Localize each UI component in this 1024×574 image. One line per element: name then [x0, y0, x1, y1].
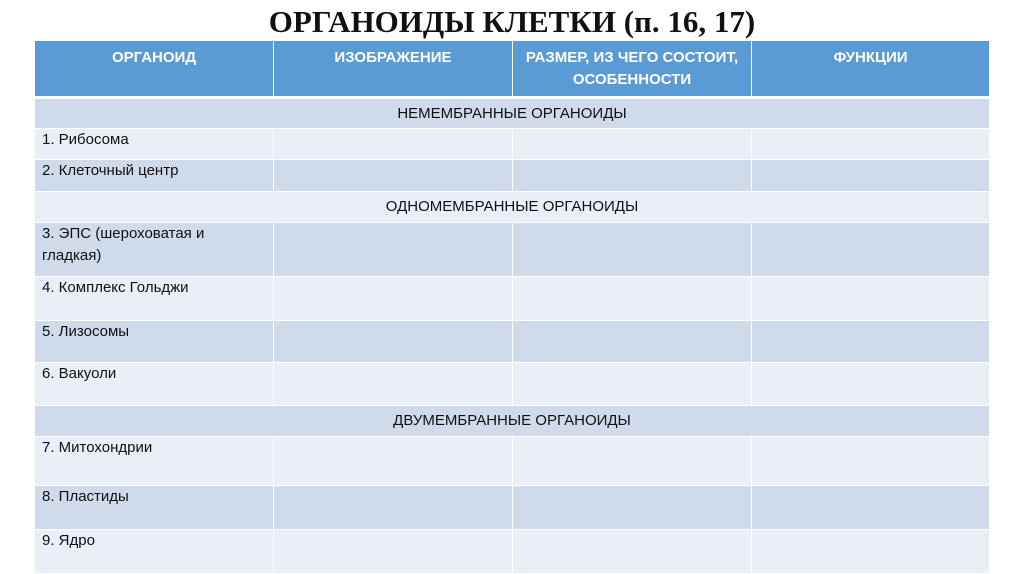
organoid-name: 9. Ядро: [35, 530, 274, 574]
size-cell: [513, 277, 752, 321]
image-cell: [274, 530, 513, 574]
table-row: [35, 486, 990, 530]
size-cell: [513, 530, 752, 574]
section-singlemembrane: ОДНОМЕМБРАННЫЕ ОРГАНОИДЫ: [35, 192, 990, 223]
functions-cell: [752, 437, 990, 486]
section-row: [35, 406, 990, 437]
image-cell: [274, 223, 513, 277]
section-doublemembrane: ДВУМЕМБРАННЫЕ ОРГАНОИДЫ: [35, 406, 990, 437]
organoids-table: [34, 40, 990, 574]
organoid-name: 8. Пластиды: [35, 486, 274, 530]
table-row: [35, 321, 990, 363]
size-cell: [513, 363, 752, 406]
size-cell: [513, 437, 752, 486]
organoid-name: 6. Вакуоли: [35, 363, 274, 406]
table-row: [35, 129, 990, 160]
header-image: ИЗОБРАЖЕНИЕ: [274, 41, 513, 98]
header-functions: ФУНКЦИИ: [752, 41, 990, 98]
functions-cell: [752, 160, 990, 192]
image-cell: [274, 277, 513, 321]
table-row: [35, 160, 990, 192]
functions-cell: [752, 129, 990, 160]
image-cell: [274, 160, 513, 192]
functions-cell: [752, 486, 990, 530]
image-cell: [274, 129, 513, 160]
section-row: [35, 192, 990, 223]
page-title: ОРГАНОИДЫ КЛЕТКИ (п. 16, 17): [268, 4, 756, 39]
functions-cell: [752, 530, 990, 574]
organoid-name: 1. Рибосома: [35, 129, 274, 160]
size-cell: [513, 486, 752, 530]
organoid-name: 3. ЭПС (шероховатая и гладкая): [35, 223, 274, 277]
organoid-name: 7. Митохондрии: [35, 437, 274, 486]
image-cell: [274, 363, 513, 406]
size-cell: [513, 223, 752, 277]
image-cell: [274, 437, 513, 486]
functions-cell: [752, 321, 990, 363]
table-row: [35, 223, 990, 277]
functions-cell: [752, 223, 990, 277]
functions-cell: [752, 277, 990, 321]
functions-cell: [752, 363, 990, 406]
table-row: [35, 530, 990, 574]
size-cell: [513, 321, 752, 363]
image-cell: [274, 321, 513, 363]
size-cell: [513, 160, 752, 192]
image-cell: [274, 486, 513, 530]
header-row: [35, 41, 990, 98]
table-row: [35, 363, 990, 406]
organoid-name: 4. Комплекс Гольджи: [35, 277, 274, 321]
section-nonmembrane: НЕМЕМБРАННЫЕ ОРГАНОИДЫ: [35, 98, 990, 129]
header-size: РАЗМЕР, ИЗ ЧЕГО СОСТОИТ, ОСОБЕННОСТИ: [513, 41, 752, 98]
table-row: [35, 437, 990, 486]
section-row: [35, 98, 990, 129]
size-cell: [513, 129, 752, 160]
header-organoid: ОРГАНОИД: [35, 41, 274, 98]
organoid-name: 2. Клеточный центр: [35, 160, 274, 192]
table-row: [35, 277, 990, 321]
organoid-name: 5. Лизосомы: [35, 321, 274, 363]
